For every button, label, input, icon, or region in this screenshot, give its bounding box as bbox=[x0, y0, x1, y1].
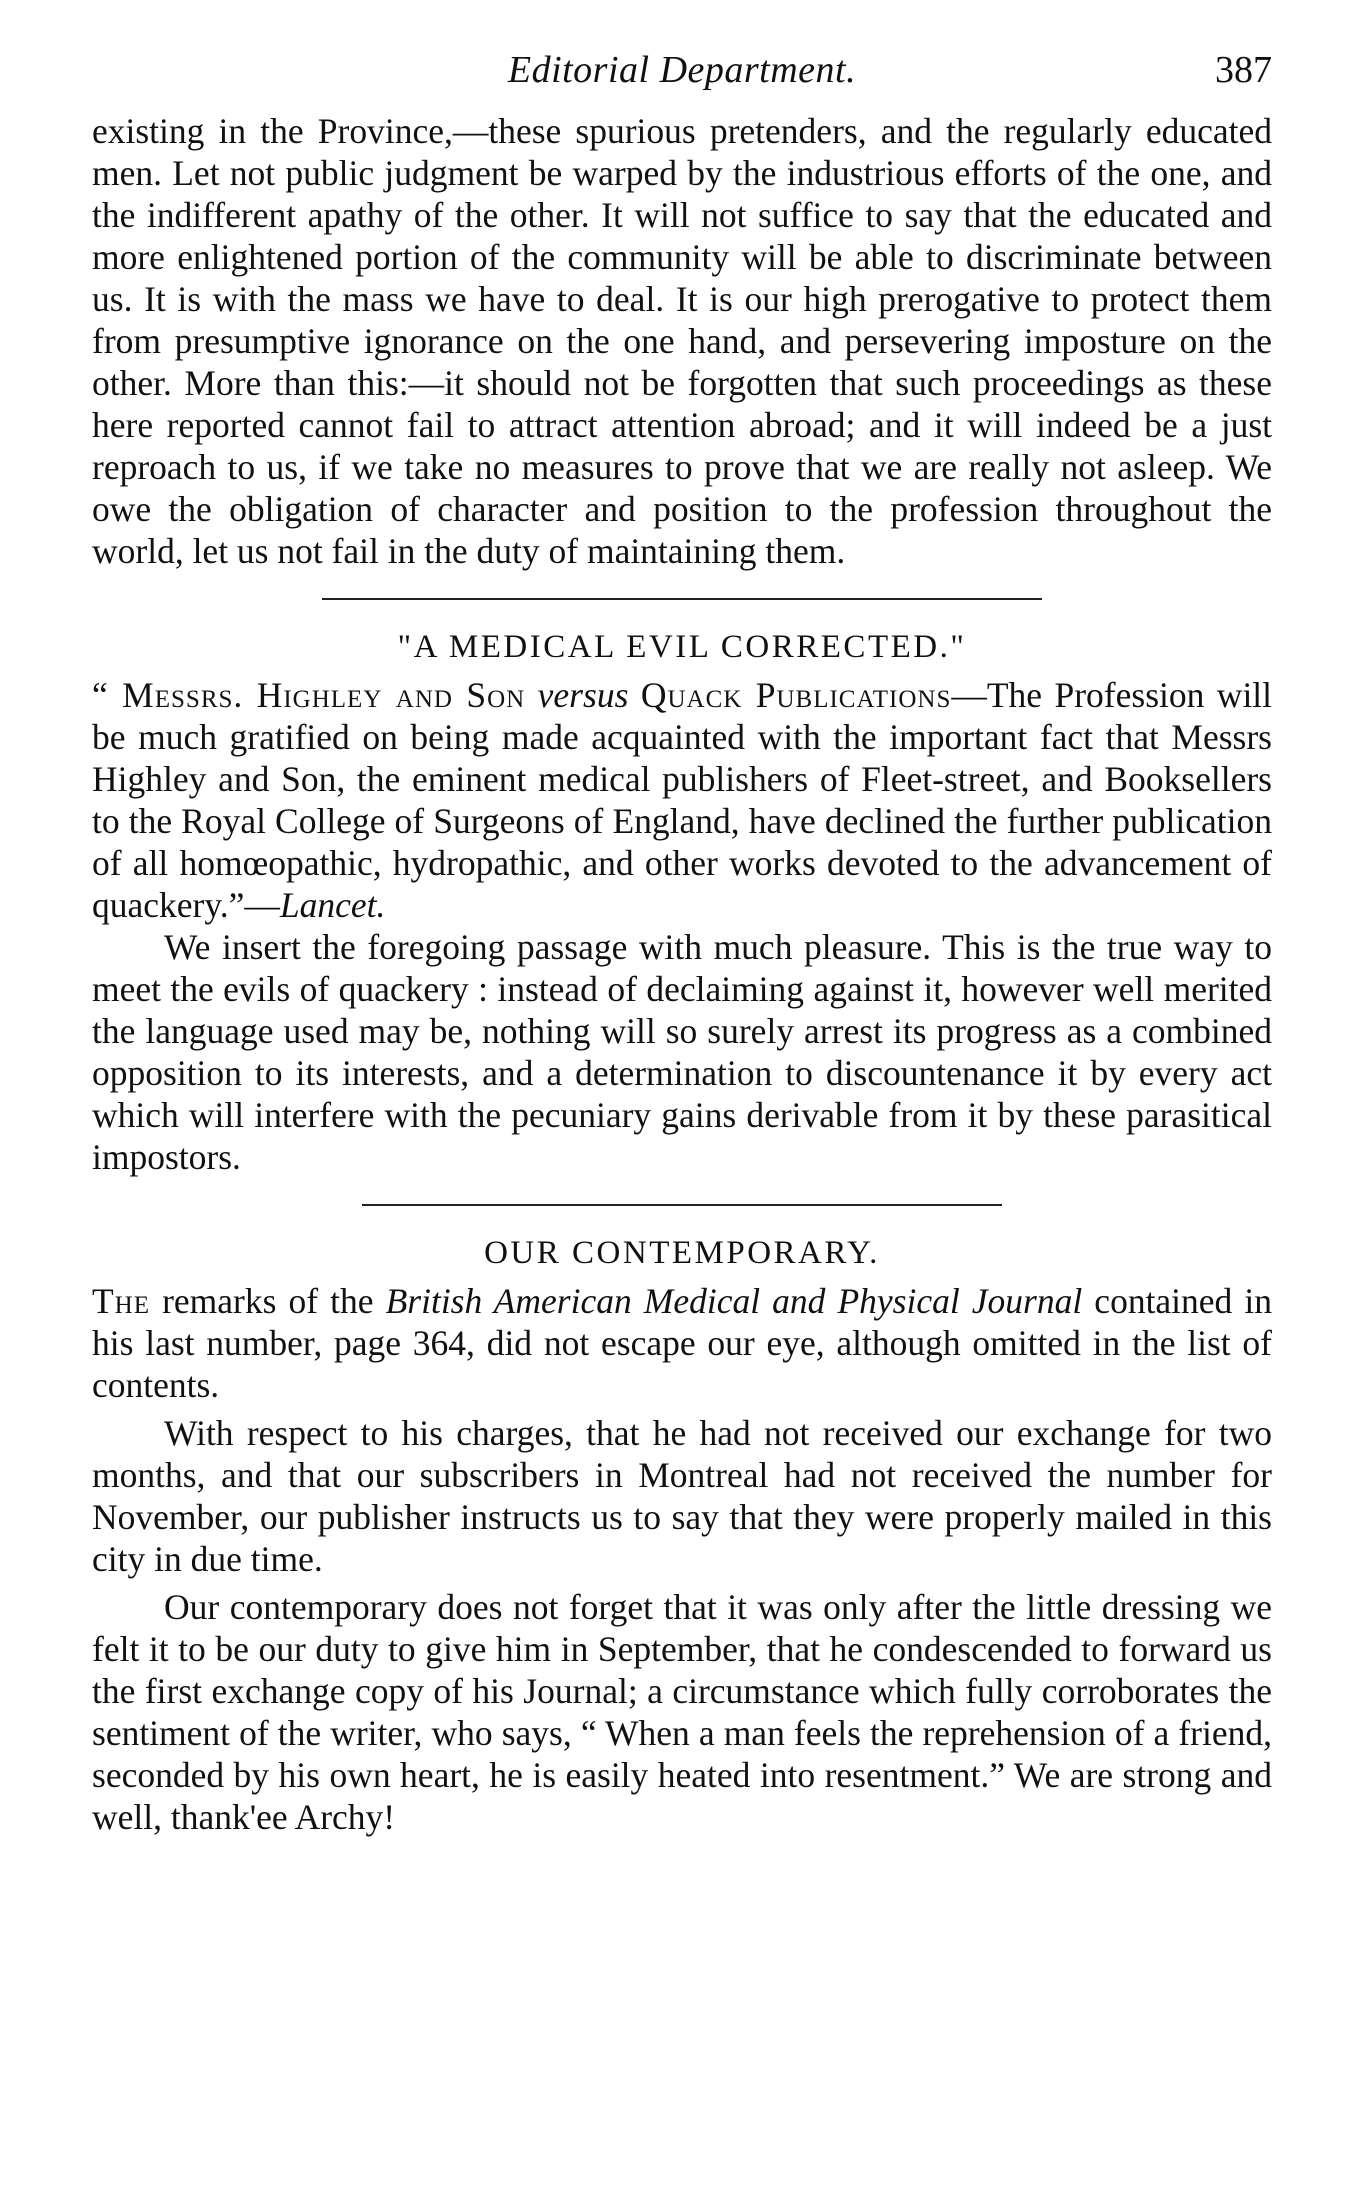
section-title-medical-evil: "A MEDICAL EVIL CORRECTED." bbox=[397, 629, 967, 665]
paragraph-text: contained in his last number, page 364, did not escape our eye, although omitted in the list of contents. bbox=[92, 1281, 1272, 1405]
quote-heading: “ Messrs. Highley and Son bbox=[92, 675, 526, 715]
quote-versus: versus bbox=[537, 675, 629, 715]
section-divider bbox=[322, 598, 1042, 600]
journal-page bbox=[92, 40, 1272, 1838]
continuation-paragraph: existing in the Province,—these spurious pretenders, and the regularly educated men. Let not public judgment be warped by the industrious efforts of the one, and the indifferent apathy of the other. It will not suffice to say that the educated and more enlightened portion of the community will be able to discriminate between us. It is with the mass we have to deal. It is our high prerogative to protect them from presumptive ignorance on the one hand, and persevering imposture on the other. More than this:—it should not be forgotten that such proceedings as these here reported cannot fail to attract attention abroad; and it will indeed be a just reproach to us, if we take no measures to prove that we are really not asleep. We owe the obligation of character and position to the profession throughout the world, let us not fail in the duty of maintaining them. bbox=[92, 111, 1272, 571]
quote-source: Lancet. bbox=[279, 885, 386, 925]
paragraph-text: remarks of the bbox=[150, 1281, 386, 1321]
running-title: Editorial Department. bbox=[507, 49, 857, 91]
contemporary-paragraph-1 bbox=[92, 1280, 1272, 1406]
journal-title: British American Medical and Physical Journal bbox=[385, 1281, 1083, 1321]
section-divider bbox=[362, 1204, 1002, 1206]
editorial-comment-paragraph: We insert the foregoing passage with much pleasure. This is the true way to meet the evils of quackery : instead of declaiming against it, however well merited the language used may be, nothing will so surely arrest its progress as a combined opposition to its interests, and a determination to discountenance it by every act which will interfere with the pecuniary gains derivable from it by these parasitical impostors. bbox=[92, 927, 1272, 1177]
lancet-quote-paragraph bbox=[92, 674, 1272, 926]
page-number: 387 bbox=[1215, 49, 1272, 91]
contemporary-paragraph-2: With respect to his charges, that he had not received our exchange for two months, and that our subscribers in Montreal had not received the number for November, our publisher instructs us to say that they were properly mailed in this city in due time. bbox=[92, 1413, 1272, 1579]
contemporary-paragraph-3: Our contemporary does not forget that it was only after the little dressing we felt it to be our duty to give him in September, that he condescended to forward us the first exchange copy of his Journal; a circumstance which fully corroborates the sentiment of the writer, who says, “ When a man feels the reprehension of a friend, seconded by his own heart, he is easily heated into resentment.” We are strong and well, thank'ee Archy! bbox=[92, 1587, 1272, 1837]
section-title-contemporary: OUR CONTEMPORARY. bbox=[484, 1235, 880, 1271]
quote-body: —The Profession will be much gratified on being made acquainted with the important fact that Messrs Highley and Son, the eminent medical publishers of Fleet-street, and Booksellers to the Royal College of Surgeons of England, have declined the further publication of all homœopathic, hydropathic, and other works devoted to the advancement of quackery.”— bbox=[92, 675, 1273, 925]
quote-subject: Quack Publications bbox=[640, 675, 952, 715]
running-head bbox=[92, 40, 1272, 110]
paragraph-lead-word: The bbox=[92, 1281, 151, 1321]
